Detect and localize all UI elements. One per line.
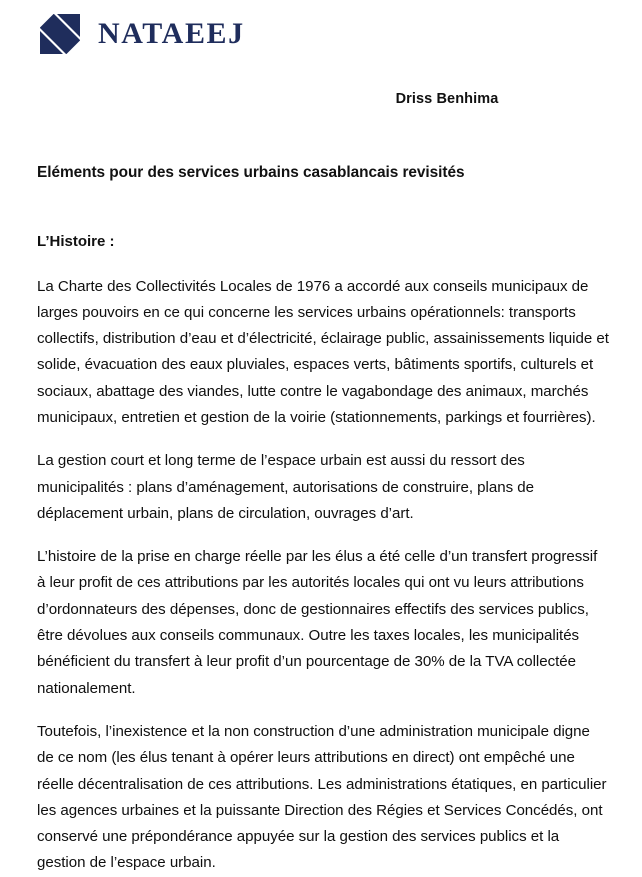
author-name: Driss Benhima bbox=[395, 91, 499, 107]
letterhead bbox=[40, 14, 245, 54]
paragraph-list bbox=[37, 274, 609, 877]
document-title: Eléments pour des services urbains casablancais revisités bbox=[37, 164, 465, 181]
author-line bbox=[0, 90, 642, 108]
section-heading-histoire: L’Histoire : bbox=[37, 233, 115, 251]
document-body bbox=[37, 163, 609, 877]
body-paragraph: La Charte des Collectivités Locales de 1976 a accordé aux conseils municipaux de larges pouvoirs en ce qui concerne les services urbains opérationnels: transports collectifs, distribution d’eau et d’électricité, éclairage public, assainissements liquide et solide, évacuation des eaux pluviales, espaces verts, bâtiments sportifs, culturels et sociaux, abattage des viandes, lutte contre le vagabondage des animaux, marchés municipaux, entretien et gestion de la voirie (stationnements, parkings et fourrières). bbox=[37, 277, 609, 426]
body-paragraph: L’histoire de la prise en charge réelle par les élus a été celle d’un transfert progressif à leur profit de ces attributions par les autorités locales qui ont vu leurs attributions d’ordonnateurs des dépenses, donc de gestionnaires effectifs des services publics, être dévolues aux conseils communaux. Outre les taxes locales, les municipalités bénéficient du transfert à leur profit d’un pourcentage de 30% de la TVA collectée nationalement. bbox=[37, 548, 598, 697]
body-paragraph: Toutefois, l’inexistence et la non construction d’une administration municipale digne de ce nom (les élus tenant à opérer leurs attributions en direct) ont empêché une réelle décentralisation de ces attributions. Les administrations étatiques, en particulier les agences urbaines et la puissante Direction des Régies et Services Concédés, ont conservé une prépondérance appuyée sur la gestion des services publics et la gestion de l’espace urbain. bbox=[37, 722, 607, 872]
body-paragraph: La gestion court et long terme de l’espace urbain est aussi du ressort des municipalités : plans d’aménagement, autorisations de construire, plans de déplacement urbain, plans de circulation, ouvrages d’art. bbox=[37, 452, 534, 522]
nataeej-n-logo-icon bbox=[40, 14, 80, 54]
brand-wordmark: NATAEEJ bbox=[98, 17, 245, 50]
